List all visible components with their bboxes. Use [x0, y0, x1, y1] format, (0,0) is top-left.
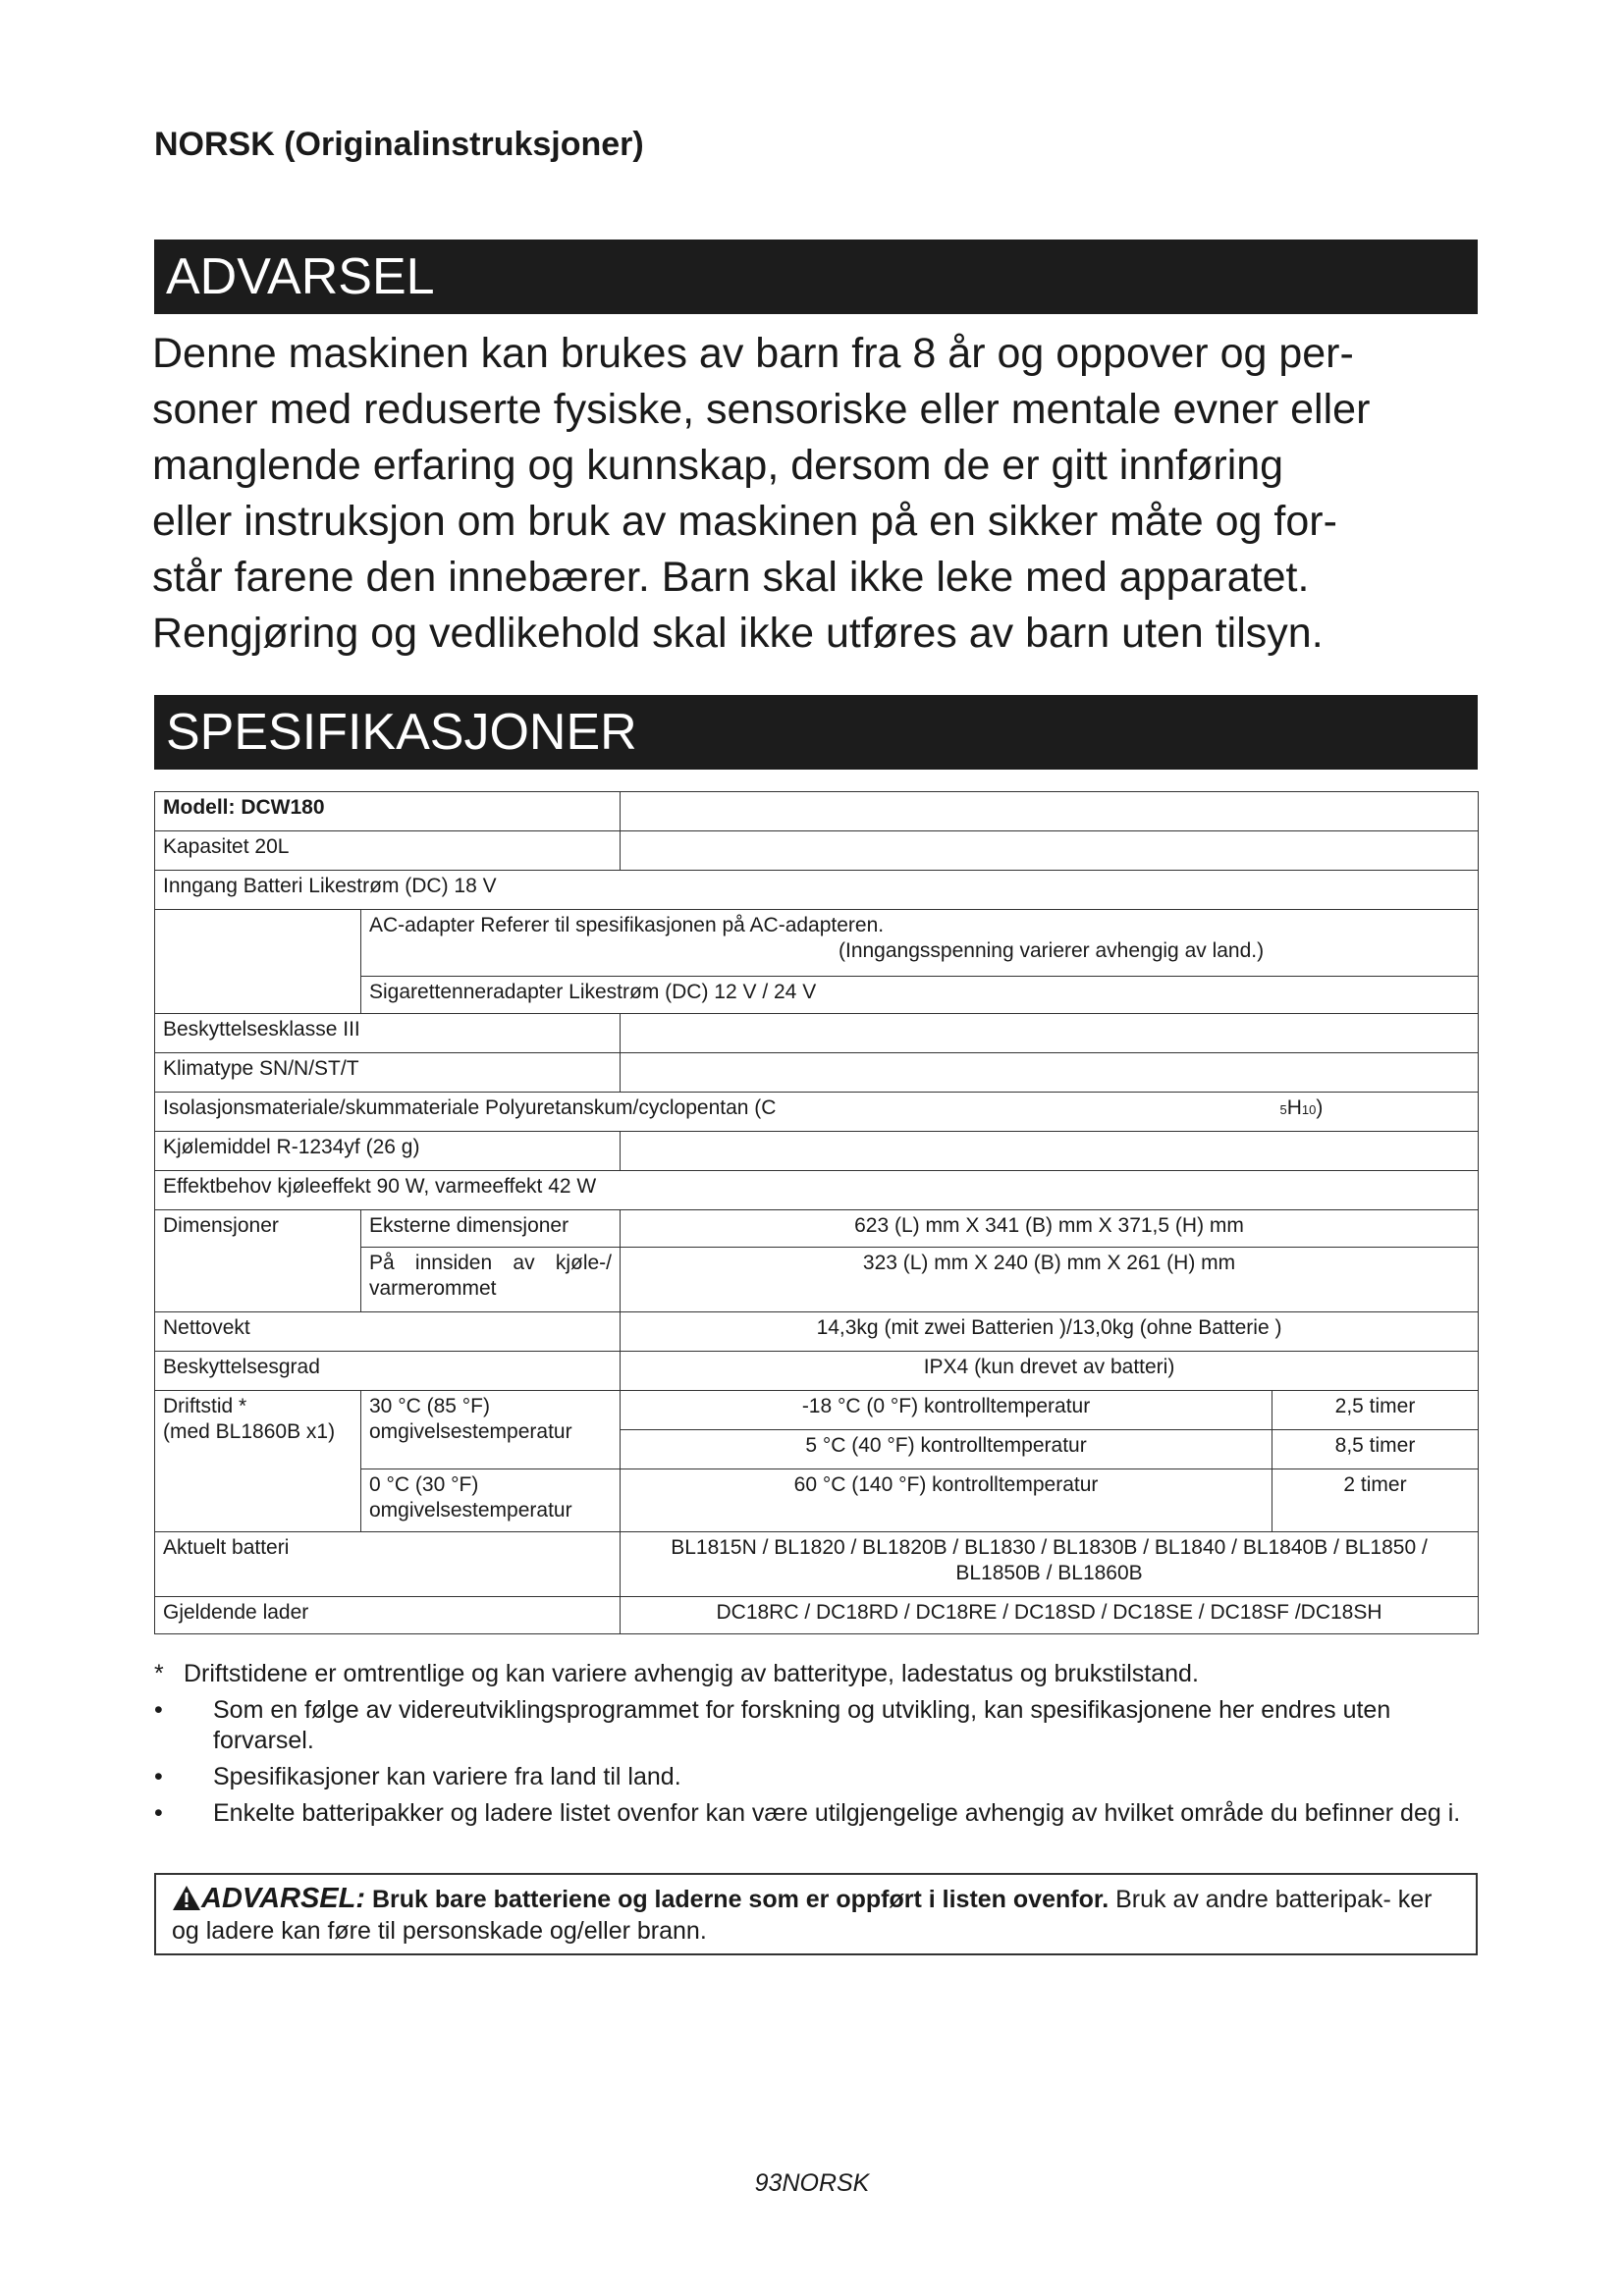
warning-title: ADVARSEL [166, 248, 435, 305]
input-blank-cell [155, 910, 361, 1014]
ambient-temperature: 30 °C (85 °F) [369, 1395, 490, 1417]
runtime-value-cell: 2 timer [1272, 1469, 1479, 1532]
warning-line: manglende erfaring og kunnskap, dersom de er gitt innføring [152, 442, 1284, 489]
table-row [155, 1014, 1479, 1053]
table-row [155, 1171, 1479, 1210]
spec-table [154, 791, 1479, 1634]
warning-text [152, 326, 1488, 662]
list-item [152, 1798, 1478, 1829]
input-cigarette-cell: Sigarettenneradapter Likestrøm (DC) 12 V / 24 V [361, 977, 1479, 1014]
ambient-30-cell [361, 1391, 621, 1469]
control-temperature-cell: -18 °C (0 °F) kontrolltemperatur [621, 1391, 1272, 1430]
ip-rating-value: IPX4 (kun drevet av batteri) [621, 1352, 1479, 1391]
empty-cell [621, 1132, 1479, 1171]
page-footer: 93NORSK [754, 2169, 870, 2197]
empty-cell [621, 1053, 1479, 1093]
ambient-temperature: 0 °C (30 °F) [369, 1473, 479, 1496]
runtime-label: Driftstid * [163, 1395, 247, 1417]
dimensions-label-cell: Dimensjoner [155, 1210, 361, 1312]
external-dimensions-label: Eksterne dimensjoner [361, 1210, 621, 1248]
note-marker: • [154, 1799, 163, 1827]
empty-cell [621, 792, 1479, 831]
spec-title: SPESIFIKASJONER [166, 704, 637, 761]
note-marker: * [154, 1660, 164, 1687]
ambient-label: omgivelsestemperatur [369, 1499, 572, 1522]
list-item [152, 1695, 1478, 1756]
external-dimensions-value: 623 (L) mm X 341 (B) mm X 371,5 (H) mm [621, 1210, 1479, 1248]
control-temperature-cell: 5 °C (40 °F) kontrolltemperatur [621, 1430, 1272, 1469]
insulation-formula-cell [1272, 1093, 1479, 1132]
caution-text: Bruk av andre batteripak- ker og ladere kan føre til personskade og/eller brann. [172, 1886, 1433, 1945]
refrigerant-cell: Kjølemiddel R-1234yf (26 g) [155, 1132, 621, 1171]
list-item [152, 1659, 1478, 1689]
empty-cell [621, 831, 1479, 871]
note-text: Enkelte batteripakker og ladere listet ovenfor kan være utilgjengelige avhengig av hvilket område du befinner deg i. [213, 1799, 1461, 1827]
warning-triangle-icon [172, 1885, 201, 1911]
table-row [155, 1532, 1479, 1597]
net-weight-label: Nettovekt [155, 1312, 621, 1352]
formula-end: ) [1316, 1096, 1324, 1119]
input-ac-adapter-cell [361, 910, 1479, 977]
net-weight-value: 14,3kg (mit zwei Batterien )/13,0kg (ohne Batterie ) [621, 1312, 1479, 1352]
note-text: Spesifikasjoner kan variere fra land til land. [213, 1763, 681, 1790]
caution-bold-text: Bruk bare batteriene og laderne som er oppført i listen ovenfor. [371, 1886, 1110, 1913]
table-row [155, 1053, 1479, 1093]
charger-value: DC18RC / DC18RD / DC18RE / DC18SD / DC18SE / DC18SF /DC18SH [621, 1597, 1479, 1634]
table-row [155, 1597, 1479, 1634]
runtime-battery-note: (med BL1860B x1) [163, 1420, 336, 1443]
table-row [155, 871, 1479, 910]
list-item [152, 1762, 1478, 1792]
ac-adapter-line: AC-adapter Referer til spesifikasjonen på AC-adapteren. [369, 914, 885, 936]
charger-label: Gjeldende lader [155, 1597, 621, 1634]
formula-element: H [1286, 1096, 1302, 1119]
empty-cell [621, 1014, 1479, 1053]
page-heading: NORSK (Originalinstruksjoner) [154, 126, 644, 163]
warning-line: Rengjøring og vedlikehold skal ikke utføres av barn uten tilsyn. [152, 610, 1324, 657]
caution-box [154, 1873, 1478, 1955]
ambient-label: omgivelsestemperatur [369, 1420, 572, 1443]
table-row [155, 831, 1479, 871]
insulation-cell: Isolasjonsmateriale/skummateriale Polyuretanskum/cyclopentan (C [155, 1093, 1272, 1132]
control-temperature-cell: 60 °C (140 °F) kontrolltemperatur [621, 1469, 1272, 1532]
runtime-label-cell [155, 1391, 361, 1532]
warning-line: Denne maskinen kan brukes av barn fra 8 år og oppover og per- [152, 330, 1354, 377]
table-row [155, 1132, 1479, 1171]
note-text: Som en følge av videreutviklingsprogrammet for forskning og utvikling, kan spesifikasjonene her endres uten forvarsel. [213, 1696, 1391, 1754]
table-row [155, 1391, 1479, 1430]
internal-dimensions-label: På innsiden av kjøle-/ varmerommet [361, 1248, 621, 1312]
table-row [155, 792, 1479, 831]
formula-subscript: 5 [1279, 1102, 1287, 1117]
input-battery-cell: Inngang Batteri Likestrøm (DC) 18 V [155, 871, 1479, 910]
notes-list [152, 1659, 1478, 1835]
table-row [155, 1210, 1479, 1248]
battery-value: BL1815N / BL1820 / BL1820B / BL1830 / BL1830B / BL1840 / BL1840B / BL1850 / BL1850B / BL1860B [621, 1532, 1479, 1597]
caution-title: ADVARSEL: [201, 1883, 366, 1914]
note-marker: • [154, 1763, 163, 1790]
model-cell: Modell: DCW180 [155, 792, 621, 831]
warning-line: står farene den innebærer. Barn skal ikke leke med apparatet. [152, 554, 1310, 601]
capacity-cell: Kapasitet 20L [155, 831, 621, 871]
climate-type-cell: Klimatype SN/N/ST/T [155, 1053, 621, 1093]
table-row [155, 1093, 1479, 1132]
ambient-0-cell [361, 1469, 621, 1532]
table-row [155, 910, 1479, 977]
warning-title-bar [154, 240, 1478, 314]
warning-line: eller instruksjon om bruk av maskinen på en sikker måte og for- [152, 498, 1337, 545]
note-text: Driftstidene er omtrentlige og kan variere avhengig av batteritype, ladestatus og brukstilstand. [184, 1660, 1199, 1687]
spec-title-bar [154, 695, 1478, 770]
battery-label: Aktuelt batteri [155, 1532, 621, 1597]
table-row [155, 1352, 1479, 1391]
formula-subscript: 10 [1301, 1102, 1317, 1117]
runtime-value-cell: 2,5 timer [1272, 1391, 1479, 1430]
protection-class-cell: Beskyttelsesklasse III [155, 1014, 621, 1053]
power-cell: Effektbehov kjøleeffekt 90 W, varmeeffekt 42 W [155, 1171, 1479, 1210]
ac-adapter-note: (Inngangsspenning varierer avhengig av land.) [839, 939, 1265, 962]
runtime-value-cell: 8,5 timer [1272, 1430, 1479, 1469]
internal-dimensions-value: 323 (L) mm X 240 (B) mm X 261 (H) mm [621, 1248, 1479, 1312]
warning-line: soner med reduserte fysiske, sensoriske eller mentale evner eller [152, 386, 1371, 433]
note-marker: • [154, 1696, 163, 1724]
ip-rating-label: Beskyttelsesgrad [155, 1352, 621, 1391]
table-row [155, 1312, 1479, 1352]
